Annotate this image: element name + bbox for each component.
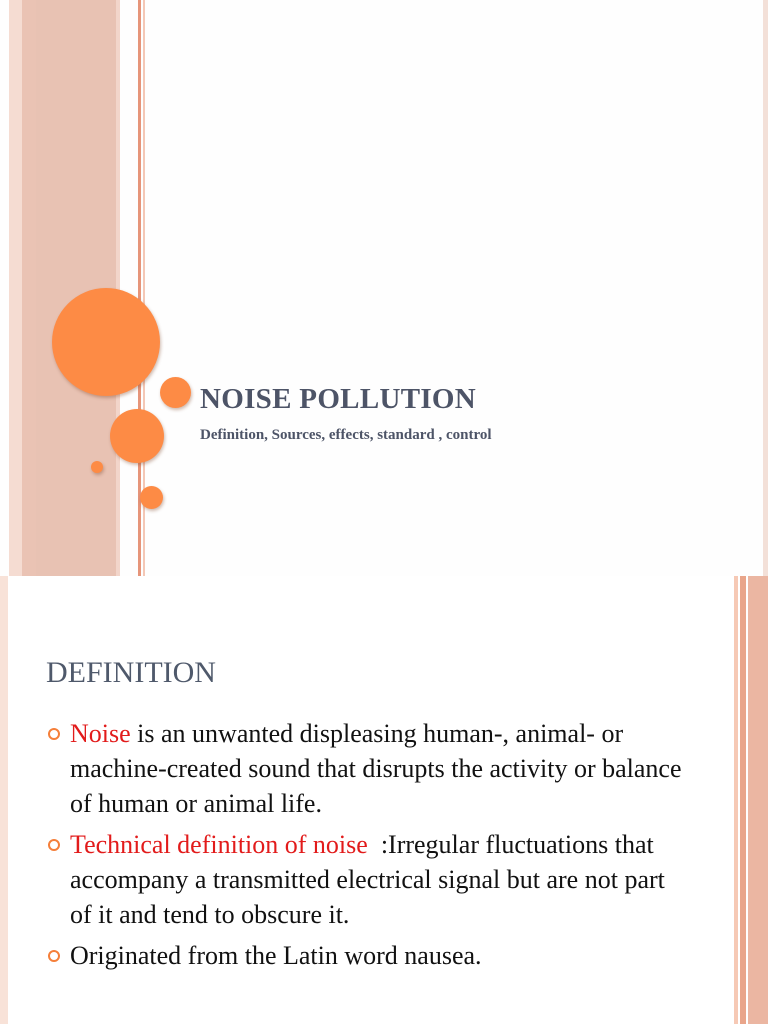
decorative-stripe — [0, 576, 8, 1024]
bullet-ring-icon — [48, 839, 60, 851]
slide-heading: DEFINITION — [46, 656, 216, 689]
bullet-item — [46, 716, 686, 821]
bullet-text: is an unwanted displeasing human-, animal- or machine-created sound that disrupts the activity or balance of human or animal life. — [70, 719, 682, 818]
decorative-stripe — [116, 0, 120, 576]
decorative-stripe — [748, 576, 768, 1024]
decorative-stripe — [138, 0, 141, 576]
decorative-stripe — [740, 576, 746, 1024]
bullet-ring-icon — [48, 950, 60, 962]
bullet-ring-icon — [48, 728, 60, 740]
slide-title: NOISE POLLUTION — [200, 383, 477, 415]
bullet-text: :Irregular fluctuations that accompany a transmitted electrical signal but are not part of it and tend to obscure it. — [70, 830, 672, 929]
bullet-item — [46, 827, 686, 932]
bullet-item — [46, 938, 686, 973]
bullet-list — [46, 716, 686, 979]
decorative-circle-medium — [110, 409, 164, 463]
decorative-stripe — [763, 0, 768, 576]
definition-slide — [0, 576, 768, 1024]
decorative-stripe — [9, 0, 22, 576]
decorative-circle-large — [52, 288, 160, 396]
slide-subtitle: Definition, Sources, effects, standard , control — [200, 427, 492, 443]
highlight-term: Technical definition of noise — [70, 830, 368, 859]
decorative-circle-small — [140, 486, 163, 509]
decorative-circle-tiny — [91, 461, 103, 473]
decorative-stripe — [734, 576, 738, 1024]
decorative-circle-small — [160, 377, 191, 408]
highlight-term: Noise — [70, 719, 131, 748]
bullet-text: Originated from the Latin word nausea. — [70, 941, 482, 970]
decorative-stripe — [22, 0, 36, 576]
